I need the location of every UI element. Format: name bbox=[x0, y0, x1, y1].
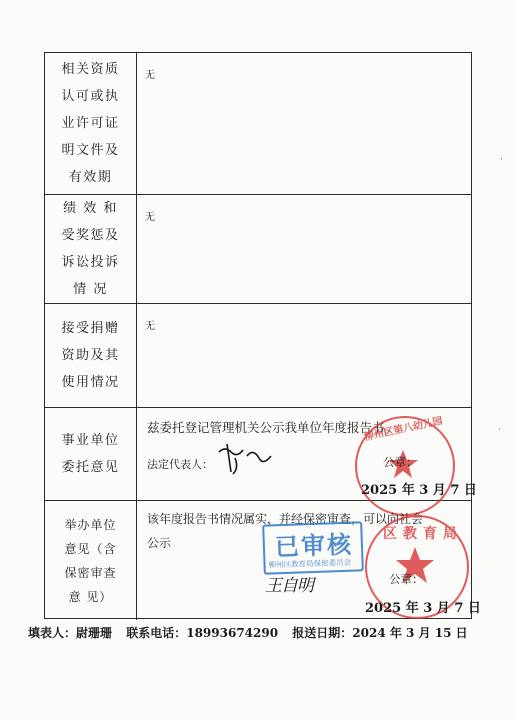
label-line: 相关资质 bbox=[61, 62, 120, 77]
row-donations bbox=[45, 304, 471, 408]
label-line: 受奖惩及 bbox=[61, 228, 120, 243]
row-sponsor bbox=[45, 501, 481, 620]
report-form-table bbox=[44, 52, 481, 619]
label-line: 诉讼投诉 bbox=[61, 255, 120, 270]
entrust-date: 2025 年 3 月 7 日 bbox=[361, 483, 477, 498]
label-line: 业许可证 bbox=[61, 116, 120, 131]
qualification-value: 无 bbox=[145, 70, 155, 81]
label-line: 委托意见 bbox=[61, 460, 120, 475]
report-date: 2024 年 3 月 15 日 bbox=[352, 626, 468, 640]
qualification-content-cell bbox=[137, 53, 471, 194]
filler-name: 尉珊珊 bbox=[76, 626, 113, 640]
kindergarten-stamp-text: 柳州区第八幼儿园 bbox=[363, 415, 444, 444]
form-footer bbox=[28, 624, 468, 641]
label-line: 意 见） bbox=[68, 589, 113, 604]
donations-value: 无 bbox=[145, 321, 155, 332]
label-line: 保密审查 bbox=[64, 565, 117, 580]
sponsor-content-cell bbox=[137, 501, 481, 620]
label-line: 情 况 bbox=[73, 282, 108, 297]
label-line: 使用情况 bbox=[61, 375, 120, 390]
education-bureau-stamp-text: 区教育局 bbox=[383, 526, 463, 542]
label-line: 举办单位 bbox=[64, 517, 117, 532]
sponsor-label-cell bbox=[45, 501, 137, 620]
report-date-label: 报送日期： bbox=[292, 626, 353, 640]
performance-content-cell bbox=[137, 195, 471, 303]
label-line: 认可或执 bbox=[61, 89, 120, 104]
performance-label-cell bbox=[45, 195, 137, 303]
row-performance bbox=[45, 195, 471, 304]
donations-content-cell bbox=[137, 304, 471, 407]
performance-value: 无 bbox=[145, 212, 155, 223]
filler-label: 填表人： bbox=[28, 626, 77, 640]
entrust-statement: 兹委托登记管理机关公示我单位年度报告书。 bbox=[147, 420, 398, 435]
label-line: 接受捐赠 bbox=[61, 321, 120, 336]
phone-number: 18993674290 bbox=[186, 626, 279, 640]
sponsor-statement-line2: 公示 bbox=[147, 536, 172, 550]
legal-rep-signature bbox=[213, 438, 277, 480]
label-line: 资助及其 bbox=[61, 348, 120, 363]
approved-stamp-text: 已审核 bbox=[274, 529, 354, 562]
entrust-content-cell bbox=[137, 408, 477, 500]
legal-rep-label: 法定代表人： bbox=[147, 458, 213, 471]
approved-stamp bbox=[262, 521, 364, 574]
label-line: 明文件及 bbox=[61, 143, 120, 158]
scan-speck: · bbox=[500, 155, 503, 165]
row-entrust bbox=[45, 408, 477, 501]
sponsor-statement-line1: 该年度报告书情况属实，并经保密审查，可以向社会 bbox=[147, 512, 424, 526]
sponsor-date: 2025 年 3 月 7 日 bbox=[365, 601, 481, 616]
entrust-label-cell bbox=[45, 408, 137, 500]
sponsor-signature: 王自明 bbox=[265, 576, 313, 596]
row-qualification bbox=[45, 53, 471, 195]
approved-stamp-subtext: 柳州区教育局保密委员会 bbox=[268, 557, 352, 570]
sponsor-seal-label: 公章： bbox=[389, 572, 424, 586]
qualification-label-cell bbox=[45, 53, 137, 194]
donations-label-cell bbox=[45, 304, 137, 407]
phone-label: 联系电话： bbox=[126, 626, 187, 640]
label-line: 意见（含 bbox=[64, 541, 117, 556]
entrust-seal-label: 公章： bbox=[383, 455, 418, 469]
label-line: 有效期 bbox=[68, 170, 113, 185]
label-line: 事业单位 bbox=[61, 433, 120, 448]
scan-speck: · bbox=[498, 425, 501, 435]
label-line: 绩 效 和 bbox=[63, 201, 118, 216]
